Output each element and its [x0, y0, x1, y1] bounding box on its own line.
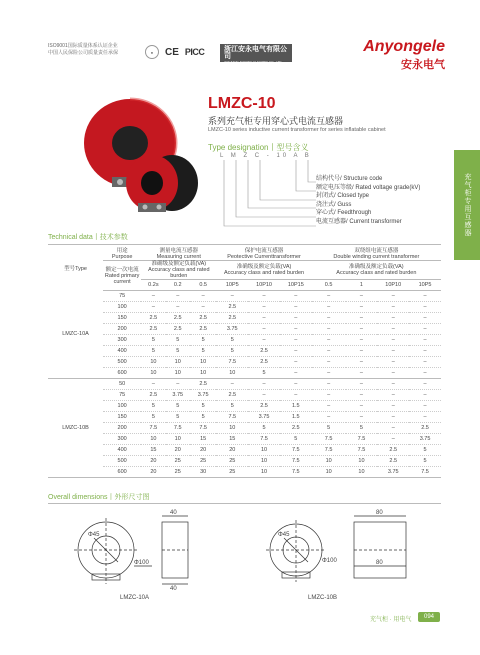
value-cell: – — [166, 302, 190, 313]
value-cell: 15 — [141, 445, 165, 456]
certification-text — [48, 43, 118, 57]
col-measuring: 测量电流互感器 Measuring current — [141, 248, 216, 261]
value-cell: – — [377, 390, 409, 401]
table-row — [48, 357, 441, 368]
value-cell: – — [190, 291, 216, 302]
value-cell: – — [190, 302, 216, 313]
value-cell: 5 — [280, 434, 312, 445]
drawing-label-b: LMZC-10B — [308, 595, 338, 601]
value-cell: 20 — [190, 445, 216, 456]
value-cell: 2.5 — [190, 313, 216, 324]
value-cell: 2.5 — [248, 346, 280, 357]
value-cell: 10 — [141, 357, 165, 368]
value-cell: – — [248, 379, 280, 390]
dimensions-heading: Overall dimensions丨外形尺寸图 — [48, 494, 150, 501]
value-cell: – — [312, 379, 346, 390]
value-cell: 3.75 — [248, 412, 280, 423]
value-cell: 5 — [190, 401, 216, 412]
product-subtitle-en: LMZC-10 series inductive current transformer for series inflatable cabinet — [208, 127, 386, 133]
value-cell: – — [141, 302, 165, 313]
dim-w40-a-top: 40 — [170, 510, 177, 516]
footer-text: 充气柜 · 用电气 — [370, 617, 412, 623]
value-cell: – — [377, 401, 409, 412]
designation-leader-lines — [222, 160, 318, 232]
col-type: 型号Type — [64, 266, 87, 273]
col-prot-accuracy: 准确级及额定负载(VA) Accuracy class and rated burden — [216, 261, 311, 280]
company-badge — [220, 44, 292, 62]
current-cell: 50 — [103, 379, 141, 390]
dim-w80-b-mid: 80 — [376, 560, 383, 566]
col-rated-current: 额定一次电流 Rated primary current — [103, 261, 141, 291]
value-cell: – — [346, 368, 378, 379]
current-cell: 300 — [103, 335, 141, 346]
company-name-en: ZHEJIANG ANYONG ELECTRIC CO., LTD. — [224, 60, 283, 64]
value-cell: – — [280, 291, 312, 302]
dimensions-divider — [48, 503, 441, 504]
value-cell: 2.5 — [141, 324, 165, 335]
value-cell: 2.5 — [377, 456, 409, 467]
value-cell: – — [346, 379, 378, 390]
table-header — [48, 248, 441, 291]
value-cell: 30 — [190, 467, 216, 478]
value-cell: 7.5 — [141, 423, 165, 434]
value-cell: – — [312, 324, 346, 335]
value-cell: 2.5 — [141, 390, 165, 401]
class-cell: 10P5 — [409, 280, 441, 291]
value-cell: 10 — [166, 368, 190, 379]
value-cell: 5 — [248, 368, 280, 379]
table-row — [48, 291, 441, 302]
value-cell: 7.5 — [346, 445, 378, 456]
value-cell: 10 — [346, 467, 378, 478]
value-cell: – — [141, 379, 165, 390]
value-cell: – — [216, 291, 248, 302]
value-cell: 25 — [190, 456, 216, 467]
value-cell: – — [409, 357, 441, 368]
class-cell: 0.5 — [312, 280, 346, 291]
col-meas-accuracy: 准确级及额定负载(VA) Accuracy class and rated burden — [141, 261, 216, 280]
value-cell: 2.5 — [190, 324, 216, 335]
value-cell: 5 — [409, 445, 441, 456]
value-cell: – — [409, 335, 441, 346]
value-cell: – — [409, 379, 441, 390]
dim-d100-a: Φ100 — [134, 560, 149, 566]
table-row — [48, 346, 441, 357]
value-cell: 10 — [166, 357, 190, 368]
value-cell: 2.5 — [409, 423, 441, 434]
value-cell: 3.75 — [190, 390, 216, 401]
col-dbl-accuracy: 准确级及额定负载(VA) Accuracy class and rated burden — [312, 261, 441, 280]
value-cell: – — [346, 302, 378, 313]
value-cell: – — [248, 390, 280, 401]
designation-item: 封闭式/ Closed type — [316, 193, 370, 199]
table-row — [48, 445, 441, 456]
current-cell: 200 — [103, 423, 141, 434]
value-cell: 10 — [346, 456, 378, 467]
value-cell: 5 — [190, 335, 216, 346]
value-cell: 3.75 — [409, 434, 441, 445]
value-cell: – — [312, 291, 346, 302]
value-cell: 2.5 — [190, 379, 216, 390]
value-cell: 2.5 — [166, 324, 190, 335]
value-cell: 3.75 — [377, 467, 409, 478]
value-cell: 20 — [166, 445, 190, 456]
value-cell: 10 — [190, 357, 216, 368]
value-cell: – — [377, 346, 409, 357]
current-cell: 500 — [103, 456, 141, 467]
table-row — [48, 368, 441, 379]
class-cell: 10P5 — [216, 280, 248, 291]
value-cell: 20 — [141, 456, 165, 467]
value-cell: 5 — [248, 423, 280, 434]
cert-line-2: 中国人民保险公司质量责任承保 — [48, 50, 119, 56]
col-double: 双绕组电流互感器 Double winding current transformer — [312, 248, 441, 261]
value-cell: 1.5 — [280, 401, 312, 412]
value-cell: 25 — [166, 456, 190, 467]
value-cell: – — [409, 368, 441, 379]
value-cell: – — [377, 379, 409, 390]
value-cell: – — [312, 313, 346, 324]
value-cell: – — [409, 412, 441, 423]
value-cell: 5 — [141, 412, 165, 423]
value-cell: – — [312, 412, 346, 423]
table-row — [48, 467, 441, 478]
value-cell: – — [377, 324, 409, 335]
type-code: L M Z C - 10 A B — [220, 153, 312, 159]
value-cell: 25 — [166, 467, 190, 478]
value-cell: – — [409, 346, 441, 357]
current-cell: 500 — [103, 357, 141, 368]
value-cell: – — [248, 335, 280, 346]
dim-d45-a: Φ45 — [88, 532, 100, 538]
table-row — [48, 434, 441, 445]
value-cell: – — [248, 313, 280, 324]
product-title: LMZC-10 — [208, 95, 276, 112]
technical-data-heading: Technical data丨技术参数 — [48, 234, 128, 241]
value-cell: – — [377, 335, 409, 346]
value-cell: – — [346, 324, 378, 335]
designation-list — [316, 175, 420, 226]
value-cell: – — [280, 390, 312, 401]
value-cell: 10 — [248, 456, 280, 467]
dim-d100-b: Φ100 — [322, 558, 337, 564]
value-cell: – — [280, 313, 312, 324]
transformer-small-image — [126, 155, 198, 212]
page-number: 094 — [418, 612, 440, 622]
value-cell: 10 — [312, 467, 346, 478]
value-cell: 10 — [216, 423, 248, 434]
table-row — [48, 379, 441, 390]
value-cell: – — [280, 368, 312, 379]
model-cell: LMZC-10A — [48, 291, 103, 379]
value-cell: 7.5 — [312, 445, 346, 456]
value-cell: 5 — [141, 335, 165, 346]
value-cell: – — [312, 390, 346, 401]
value-cell: – — [248, 324, 280, 335]
dim-d45-b: Φ45 — [278, 532, 290, 538]
value-cell: – — [216, 379, 248, 390]
value-cell: 15 — [216, 434, 248, 445]
class-cell: 0.2 — [166, 280, 190, 291]
value-cell: – — [377, 302, 409, 313]
designation-item: 电流互感器/ Current transformer — [316, 218, 402, 225]
drawing-lmzc-10a — [70, 508, 210, 590]
value-cell: 7.5 — [409, 467, 441, 478]
value-cell: 2.5 — [141, 313, 165, 324]
value-cell: 10 — [312, 456, 346, 467]
table-row — [48, 313, 441, 324]
brand-name-en: Anyongele — [363, 38, 445, 55]
value-cell: – — [312, 302, 346, 313]
brand-name-cn: 安永电气 — [401, 59, 445, 71]
value-cell: 5 — [166, 335, 190, 346]
class-cell: 1 — [346, 280, 378, 291]
table-row — [48, 456, 441, 467]
value-cell: 5 — [141, 346, 165, 357]
value-cell: 7.5 — [216, 357, 248, 368]
table-row — [48, 302, 441, 313]
value-cell: – — [312, 346, 346, 357]
value-cell: 5 — [190, 412, 216, 423]
current-cell: 75 — [103, 390, 141, 401]
product-photo — [72, 95, 202, 220]
class-cell: 0.5 — [190, 280, 216, 291]
value-cell: 25 — [216, 456, 248, 467]
value-cell: – — [346, 291, 378, 302]
current-cell: 75 — [103, 291, 141, 302]
value-cell: 10 — [216, 368, 248, 379]
current-cell: 100 — [103, 401, 141, 412]
value-cell: 5 — [312, 423, 346, 434]
value-cell: 5 — [141, 401, 165, 412]
model-cell: LMZC-10B — [48, 379, 103, 478]
value-cell: 2.5 — [248, 401, 280, 412]
value-cell: – — [409, 291, 441, 302]
value-cell: – — [312, 335, 346, 346]
brand-logo — [363, 38, 445, 72]
value-cell: – — [377, 368, 409, 379]
class-cell: 10P15 — [280, 280, 312, 291]
technical-data-table — [48, 248, 441, 478]
value-cell: 2.5 — [280, 423, 312, 434]
value-cell: 5 — [166, 346, 190, 357]
table-row — [48, 335, 441, 346]
current-cell: 100 — [103, 302, 141, 313]
class-cell: 0.2s — [141, 280, 165, 291]
value-cell: 5 — [166, 401, 190, 412]
value-cell: 5 — [190, 346, 216, 357]
value-cell: – — [377, 313, 409, 324]
table-body — [48, 291, 441, 478]
cert-logos — [145, 45, 204, 59]
current-cell: 600 — [103, 467, 141, 478]
value-cell: – — [409, 324, 441, 335]
current-cell: 150 — [103, 313, 141, 324]
value-cell: 7.5 — [280, 467, 312, 478]
value-cell: – — [377, 291, 409, 302]
value-cell: – — [280, 346, 312, 357]
value-cell: – — [166, 291, 190, 302]
value-cell: – — [248, 302, 280, 313]
value-cell: – — [280, 335, 312, 346]
class-cell: 10P10 — [248, 280, 280, 291]
value-cell: 7.5 — [248, 434, 280, 445]
type-designation-heading: Type designation丨型号含义 — [208, 143, 309, 152]
value-cell: 7.5 — [280, 456, 312, 467]
value-cell: – — [346, 313, 378, 324]
value-cell: 7.5 — [216, 412, 248, 423]
value-cell: – — [377, 434, 409, 445]
value-cell: 2.5 — [166, 313, 190, 324]
value-cell: 10 — [141, 368, 165, 379]
value-cell: 10 — [141, 434, 165, 445]
current-cell: 400 — [103, 346, 141, 357]
drawing-label-a: LMZC-10A — [120, 595, 150, 601]
value-cell: – — [346, 401, 378, 412]
value-cell: 7.5 — [346, 434, 378, 445]
value-cell: – — [409, 390, 441, 401]
value-cell: – — [166, 379, 190, 390]
value-cell: 5 — [346, 423, 378, 434]
value-cell: – — [280, 302, 312, 313]
table-row — [48, 401, 441, 412]
value-cell: – — [312, 368, 346, 379]
value-cell: – — [248, 291, 280, 302]
value-cell: 15 — [190, 434, 216, 445]
value-cell: – — [280, 324, 312, 335]
current-cell: 150 — [103, 412, 141, 423]
designation-item: 浇注式/ Guss — [316, 201, 352, 208]
side-category-tab: 充气柜专用互感器 — [454, 150, 480, 260]
current-cell: 600 — [103, 368, 141, 379]
product-subtitle: 系列充气柜专用穿心式电流互感器 — [208, 116, 344, 126]
table-row — [48, 390, 441, 401]
value-cell: 2.5 — [377, 445, 409, 456]
value-cell: – — [377, 412, 409, 423]
value-cell: – — [346, 357, 378, 368]
value-cell: 10 — [248, 467, 280, 478]
value-cell: – — [280, 357, 312, 368]
value-cell: – — [409, 302, 441, 313]
table-row — [48, 412, 441, 423]
value-cell: – — [346, 346, 378, 357]
table-row — [48, 324, 441, 335]
value-cell: 5 — [216, 346, 248, 357]
drawing-lmzc-10b — [262, 508, 412, 590]
designation-item: 结构代号/ Structure code — [316, 176, 383, 182]
value-cell: – — [280, 379, 312, 390]
value-cell: – — [409, 313, 441, 324]
class-cell: 10P10 — [377, 280, 409, 291]
value-cell: – — [346, 390, 378, 401]
value-cell: – — [312, 357, 346, 368]
dim-w80-b-top: 80 — [376, 510, 383, 516]
cert-line-1: ISO9001国际质量体系认证企业 — [48, 43, 118, 49]
value-cell: 2.5 — [216, 390, 248, 401]
designation-item: 额定电压等级/ Rated voltage grade(kV) — [316, 184, 421, 191]
value-cell: 2.5 — [216, 313, 248, 324]
value-cell: 3.75 — [216, 324, 248, 335]
dim-w40-a-bottom: 40 — [170, 586, 177, 590]
value-cell: 7.5 — [312, 434, 346, 445]
value-cell: 5 — [166, 412, 190, 423]
value-cell: 10 — [166, 434, 190, 445]
col-purpose: 用途 Purpose — [103, 248, 141, 261]
value-cell: 7.5 — [166, 423, 190, 434]
value-cell: 1.5 — [280, 412, 312, 423]
value-cell: 5 — [409, 456, 441, 467]
value-cell: 2.5 — [248, 357, 280, 368]
value-cell: – — [377, 423, 409, 434]
seal-icon: ● — [145, 45, 159, 59]
value-cell: – — [346, 335, 378, 346]
designation-item: 穿心式/ Feedthrough — [316, 210, 372, 216]
table-row — [48, 423, 441, 434]
value-cell: 10 — [190, 368, 216, 379]
value-cell: 20 — [216, 445, 248, 456]
value-cell: – — [409, 401, 441, 412]
table-divider — [48, 244, 441, 245]
ce-logo: CE — [165, 46, 179, 58]
value-cell: – — [377, 357, 409, 368]
value-cell: 2.5 — [216, 302, 248, 313]
value-cell: 5 — [216, 335, 248, 346]
company-name-cn: 浙江安永电气有限公司 — [224, 46, 287, 60]
picc-logo: PICC — [184, 47, 205, 57]
value-cell: – — [141, 291, 165, 302]
value-cell: 3.75 — [166, 390, 190, 401]
value-cell: 20 — [141, 467, 165, 478]
value-cell: – — [312, 401, 346, 412]
value-cell: 5 — [216, 401, 248, 412]
value-cell: 10 — [248, 445, 280, 456]
value-cell: – — [346, 412, 378, 423]
current-cell: 300 — [103, 434, 141, 445]
current-cell: 200 — [103, 324, 141, 335]
value-cell: 25 — [216, 467, 248, 478]
value-cell: 7.5 — [280, 445, 312, 456]
value-cell: 7.5 — [190, 423, 216, 434]
col-protective: 保护电流互感器 Peotective Currenttransformer — [216, 248, 311, 261]
current-cell: 400 — [103, 445, 141, 456]
